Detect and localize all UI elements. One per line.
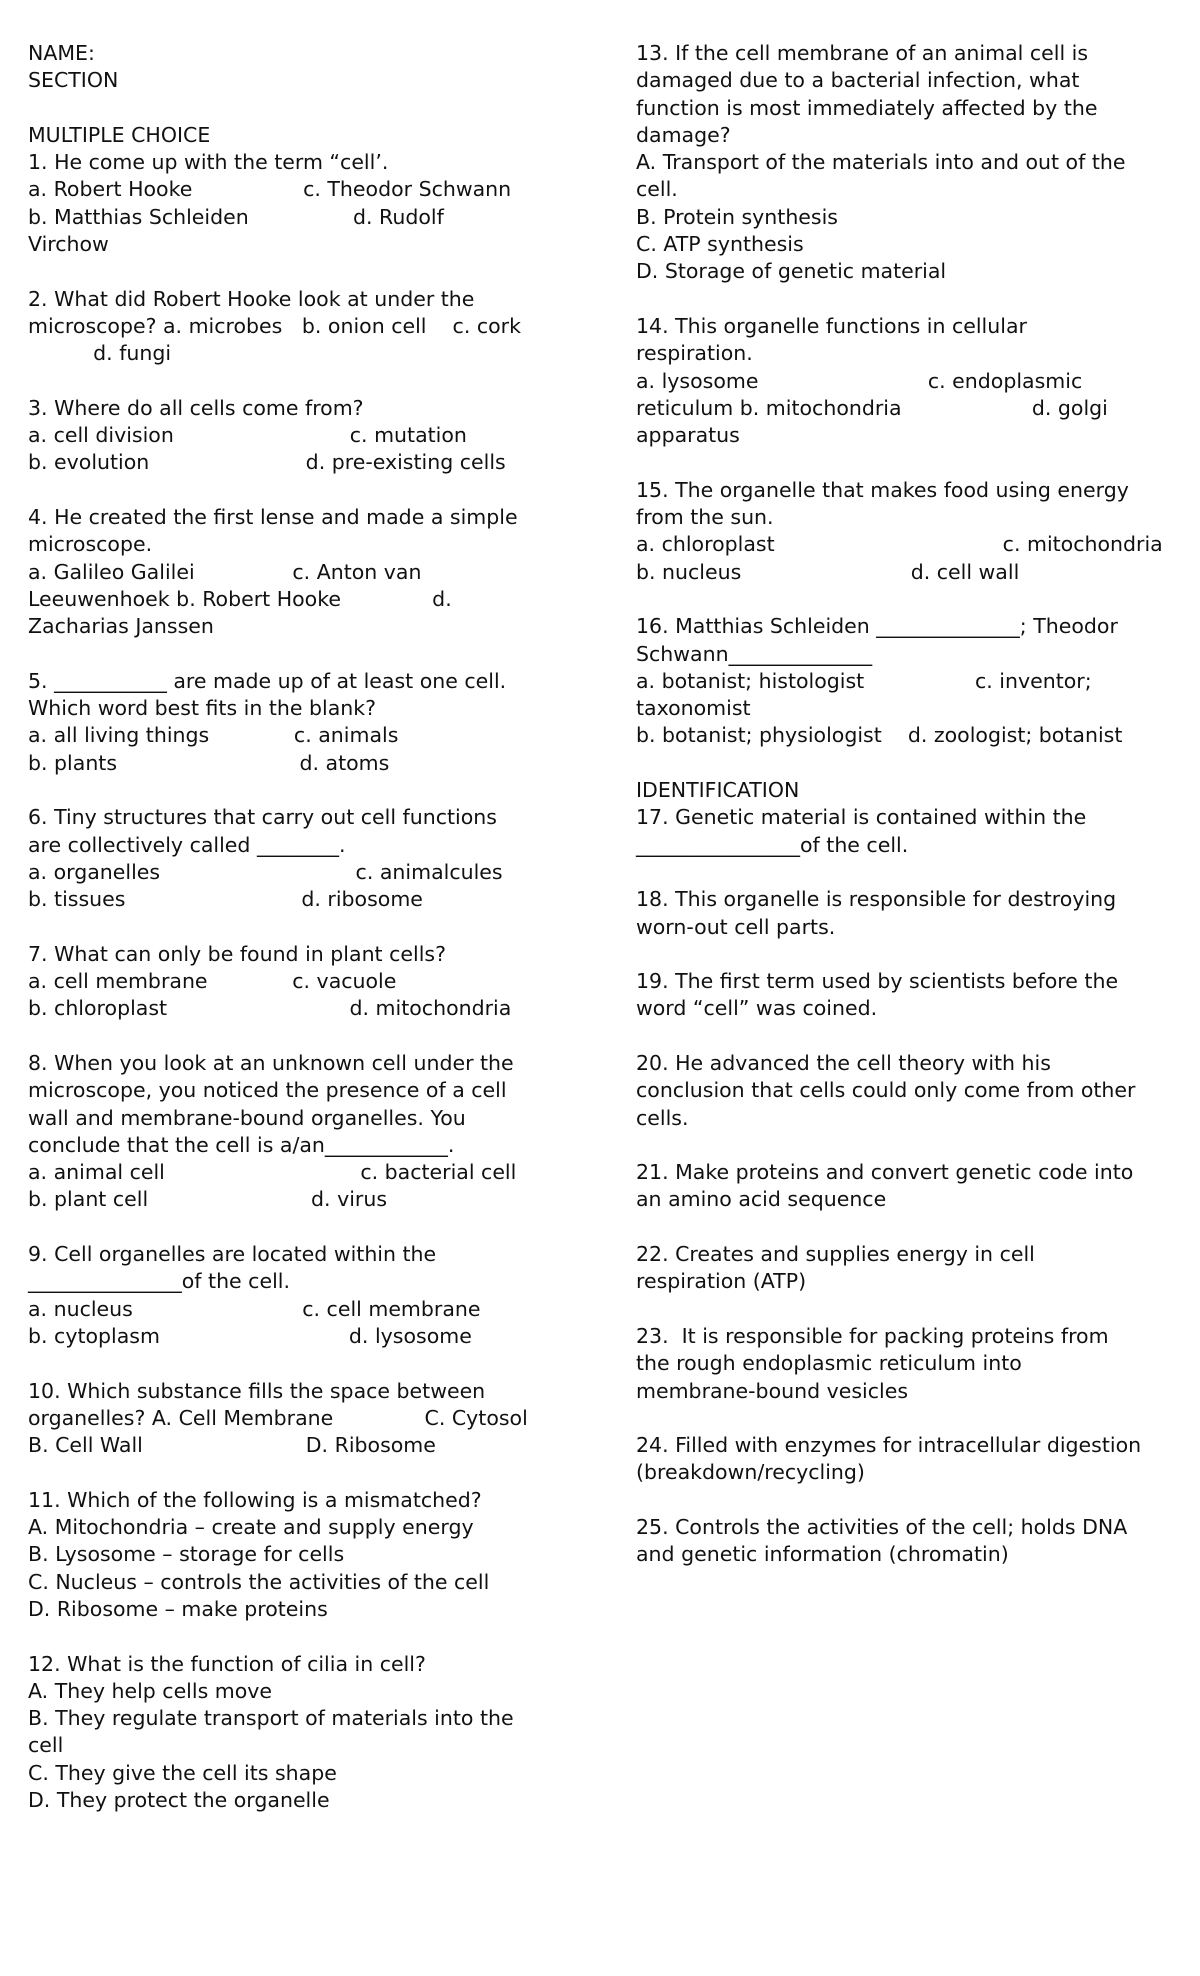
question-line: a. animal cell c. bacterial cell [28, 1160, 517, 1185]
question-line: 5. ___________ are made up of at least one cell. [28, 668, 507, 693]
question-line: ________________of the cell. [636, 832, 909, 857]
spacer [28, 914, 588, 941]
question-line: word “cell” was coined. [636, 996, 878, 1021]
identification-heading: IDENTIFICATION [636, 778, 800, 803]
spacer [28, 477, 588, 504]
left-column [28, 40, 588, 1814]
spacer [28, 258, 588, 285]
question-line: from the sun. [636, 505, 774, 530]
question-line: 6. Tiny structures that carry out cell functions [28, 805, 497, 830]
question-line: respiration (ATP) [636, 1269, 807, 1294]
question-line: 23. It is responsible for packing proteins from [636, 1323, 1109, 1348]
question-line: Zacharias Janssen [28, 614, 214, 639]
question-line: cell [28, 1733, 64, 1758]
question-line: conclude that the cell is a/an____________. [28, 1132, 455, 1157]
question-line: apparatus [636, 423, 740, 448]
question-line: 10. Which substance fills the space between [28, 1378, 486, 1403]
question-line: b. chloroplast d. mitochondria [28, 996, 512, 1021]
question-line: C. They give the cell its shape [28, 1760, 337, 1785]
question-line: Virchow [28, 232, 109, 257]
spacer [28, 1023, 588, 1050]
spacer [28, 641, 588, 668]
question-line: a. botanist; histologist c. inventor; [636, 668, 1092, 693]
spacer [28, 1350, 588, 1377]
question-line: 14. This organelle functions in cellular [636, 313, 1027, 338]
question-line: b. tissues d. ribosome [28, 887, 423, 912]
question-line: Schwann______________ [636, 641, 873, 666]
name-label: NAME: [28, 41, 95, 65]
question-line: microscope? a. microbes b. onion cell c. cork [28, 313, 521, 338]
question-line: respiration. [636, 341, 753, 366]
question-line: a. organelles c. animalcules [28, 859, 503, 884]
spacer [636, 1405, 1176, 1432]
question-line: B. Lysosome – storage for cells [28, 1542, 345, 1567]
question-line: worn-out cell parts. [636, 914, 836, 939]
question-line: b. nucleus d. cell wall [636, 559, 1020, 584]
spacer [636, 286, 1176, 313]
question-line: cells. [636, 1105, 689, 1130]
question-line: 16. Matthias Schleiden ______________; Theodor [636, 614, 1118, 639]
question-line: membrane-bound vesicles [636, 1378, 909, 1403]
question-line: 2. What did Robert Hooke look at under the [28, 286, 475, 311]
multiple-choice-questions [28, 149, 588, 1814]
question-line: 1. He come up with the term “cell’. [28, 150, 389, 175]
question-line: B. Cell Wall D. Ribosome [28, 1433, 436, 1458]
question-line: damaged due to a bacterial infection, what [636, 68, 1080, 93]
question-line: 18. This organelle is responsible for destroying [636, 887, 1117, 912]
question-line: 7. What can only be found in plant cells? [28, 941, 446, 966]
question-line: conclusion that cells could only come from other [636, 1078, 1136, 1103]
spacer [636, 1487, 1176, 1514]
spacer [636, 941, 1176, 968]
question-line: 19. The first term used by scientists before the [636, 969, 1119, 994]
question-line: b. Matthias Schleiden d. Rudolf [28, 204, 444, 229]
question-line: are collectively called ________. [28, 832, 346, 857]
question-line: D. They protect the organelle [28, 1788, 330, 1812]
right-column [636, 40, 1176, 1569]
question-line: _______________of the cell. [28, 1269, 290, 1294]
spacer [28, 95, 588, 122]
question-line: 13. If the cell membrane of an animal cell is [636, 41, 1089, 65]
question-line: C. Nucleus – controls the activities of the cell [28, 1569, 490, 1594]
spacer [636, 449, 1176, 476]
question-line: 9. Cell organelles are located within the [28, 1242, 437, 1267]
question-line: Which word best fits in the blank? [28, 696, 377, 721]
question-line: damage? [636, 122, 731, 147]
question-line: b. botanist; physiologist d. zoologist; botanist [636, 723, 1123, 748]
question-line: 22. Creates and supplies energy in cell [636, 1242, 1035, 1267]
question-line: taxonomist [636, 696, 751, 721]
question-line: a. Galileo Galilei c. Anton van [28, 559, 422, 584]
question-line: function is most immediately affected by the [636, 95, 1098, 120]
question-line: a. cell division c. mutation [28, 423, 467, 448]
spacer [636, 586, 1176, 613]
spacer [636, 1296, 1176, 1323]
question-line: 3. Where do all cells come from? [28, 395, 364, 420]
spacer [28, 777, 588, 804]
spacer [28, 1214, 588, 1241]
question-line: organelles? A. Cell Membrane C. Cytosol [28, 1405, 528, 1430]
question-line: A. They help cells move [28, 1678, 273, 1703]
question-line: a. cell membrane c. vacuole [28, 969, 397, 994]
question-line: b. plant cell d. virus [28, 1187, 388, 1212]
question-line: the rough endoplasmic reticulum into [636, 1351, 1022, 1376]
spacer [636, 1214, 1176, 1241]
question-line: a. lysosome c. endoplasmic [636, 368, 1083, 393]
question-line: 17. Genetic material is contained within the [636, 805, 1087, 830]
question-line: an amino acid sequence [636, 1187, 887, 1212]
question-line: microscope, you noticed the presence of a cell [28, 1078, 507, 1103]
question-line: 8. When you look at an unknown cell under the [28, 1050, 514, 1075]
spacer [636, 859, 1176, 886]
question-line: Leeuwenhoek b. Robert Hooke d. [28, 586, 452, 611]
questions-continued [636, 40, 1176, 1569]
spacer [28, 1623, 588, 1650]
question-line: and genetic information (chromatin) [636, 1542, 1009, 1567]
multiple-choice-heading: MULTIPLE CHOICE [28, 122, 211, 147]
spacer [636, 1023, 1176, 1050]
question-line: 4. He created the first lense and made a simple [28, 505, 518, 530]
question-line: 15. The organelle that makes food using energy [636, 477, 1129, 502]
question-line: 24. Filled with enzymes for intracellular digestion [636, 1433, 1142, 1458]
question-line: 11. Which of the following is a mismatched? [28, 1487, 482, 1512]
question-line: b. cytoplasm d. lysosome [28, 1323, 472, 1348]
spacer [636, 750, 1176, 777]
question-line: b. plants d. atoms [28, 750, 390, 775]
question-line: 21. Make proteins and convert genetic code into [636, 1160, 1134, 1185]
question-line: d. fungi [28, 341, 172, 366]
question-line: a. all living things c. animals [28, 723, 399, 748]
question-line: A. Mitochondria – create and supply energy [28, 1515, 474, 1540]
question-line: a. Robert Hooke c. Theodor Schwann [28, 177, 512, 202]
question-line: D. Ribosome – make proteins [28, 1596, 328, 1621]
question-line: (breakdown/recycling) [636, 1460, 865, 1485]
question-line: a. nucleus c. cell membrane [28, 1296, 481, 1321]
question-line: 25. Controls the activities of the cell; holds DNA [636, 1515, 1128, 1540]
question-line: A. Transport of the materials into and out of the [636, 150, 1126, 175]
section-label: SECTION [28, 68, 119, 93]
spacer [28, 368, 588, 395]
question-line: b. evolution d. pre-existing cells [28, 450, 506, 475]
question-line: 20. He advanced the cell theory with his [636, 1050, 1051, 1075]
question-line: 12. What is the function of cilia in cell? [28, 1651, 426, 1676]
question-line: B. Protein synthesis [636, 204, 838, 229]
question-line: microscope. [28, 532, 153, 557]
question-line: B. They regulate transport of materials into the [28, 1706, 514, 1731]
question-line: a. chloroplast c. mitochondria [636, 532, 1163, 557]
question-line: cell. [636, 177, 678, 202]
spacer [28, 1459, 588, 1486]
question-line: D. Storage of genetic material [636, 259, 947, 284]
question-line: reticulum b. mitochondria d. golgi [636, 395, 1108, 420]
question-line: wall and membrane-bound organelles. You [28, 1105, 466, 1130]
spacer [636, 1132, 1176, 1159]
question-line: C. ATP synthesis [636, 232, 804, 257]
